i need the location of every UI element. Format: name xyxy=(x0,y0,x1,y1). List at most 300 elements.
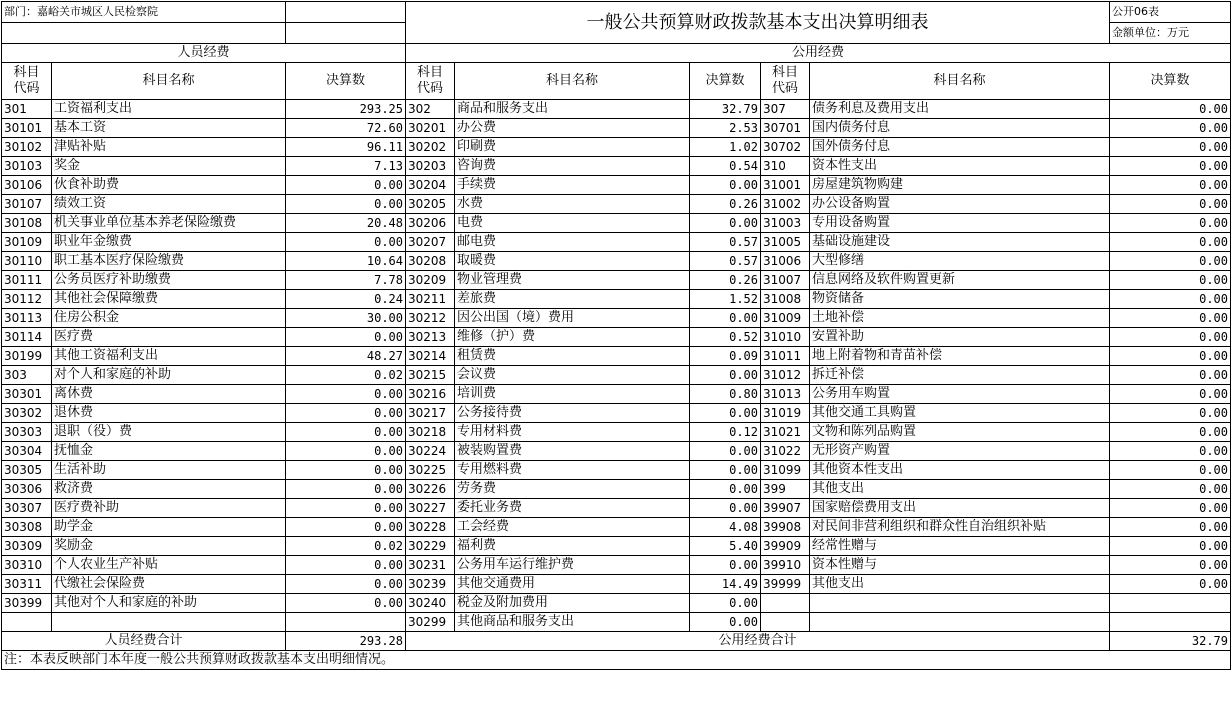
item-name: 津贴补贴 xyxy=(52,138,286,157)
item-code: 301 xyxy=(2,100,52,119)
table-row xyxy=(2,119,1231,138)
item-amount: 0.00 xyxy=(286,195,406,214)
column-header-code: 科目 代码 xyxy=(406,63,455,100)
item-amount: 0.00 xyxy=(690,613,761,632)
item-code: 30201 xyxy=(406,119,455,138)
item-name: 救济费 xyxy=(52,480,286,499)
item-code: 30218 xyxy=(406,423,455,442)
item-amount: 0.00 xyxy=(286,442,406,461)
item-amount: 0.00 xyxy=(1110,309,1231,328)
item-name: 办公设备购置 xyxy=(810,195,1110,214)
item-name: 对个人和家庭的补助 xyxy=(52,366,286,385)
item-name: 代缴社会保险费 xyxy=(52,575,286,594)
item-code: 30302 xyxy=(2,404,52,423)
table-row xyxy=(2,613,1231,632)
item-name: 生活补助 xyxy=(52,461,286,480)
item-amount: 0.00 xyxy=(286,556,406,575)
table-row xyxy=(2,385,1231,404)
item-amount: 0.00 xyxy=(286,594,406,613)
item-code: 30208 xyxy=(406,252,455,271)
item-name: 助学金 xyxy=(52,518,286,537)
item-amount: 0.54 xyxy=(690,157,761,176)
item-amount: 0.00 xyxy=(286,575,406,594)
item-amount: 0.00 xyxy=(286,423,406,442)
item-code: 30107 xyxy=(2,195,52,214)
item-amount: 2.53 xyxy=(690,119,761,138)
table-row xyxy=(2,537,1231,556)
item-code: 30240 xyxy=(406,594,455,613)
item-code: 30399 xyxy=(2,594,52,613)
item-code: 30229 xyxy=(406,537,455,556)
item-code: 30299 xyxy=(406,613,455,632)
item-name: 其他对个人和家庭的补助 xyxy=(52,594,286,613)
item-code: 30311 xyxy=(2,575,52,594)
item-code: 30204 xyxy=(406,176,455,195)
item-amount: 0.00 xyxy=(286,328,406,347)
section-public: 公用经费 xyxy=(406,44,1231,63)
item-amount: 0.00 xyxy=(286,176,406,195)
table-row xyxy=(2,328,1231,347)
item-name: 其他交通费用 xyxy=(455,575,690,594)
table-row xyxy=(2,594,1231,613)
item-amount: 0.00 xyxy=(1110,157,1231,176)
item-name: 工资福利支出 xyxy=(52,100,286,119)
table-row xyxy=(2,309,1231,328)
item-name: 其他资本性支出 xyxy=(810,461,1110,480)
item-name: 地上附着物和青苗补偿 xyxy=(810,347,1110,366)
item-name: 奖金 xyxy=(52,157,286,176)
item-amount: 48.27 xyxy=(286,347,406,366)
item-code: 30205 xyxy=(406,195,455,214)
item-code: 30214 xyxy=(406,347,455,366)
item-amount: 0.00 xyxy=(286,461,406,480)
table-row xyxy=(2,404,1231,423)
item-code: 30305 xyxy=(2,461,52,480)
item-amount: 5.40 xyxy=(690,537,761,556)
item-name: 其他支出 xyxy=(810,575,1110,594)
item-code: 31013 xyxy=(761,385,810,404)
item-name: 因公出国（境）费用 xyxy=(455,309,690,328)
item-name: 培训费 xyxy=(455,385,690,404)
item-amount: 0.00 xyxy=(1110,442,1231,461)
item-name xyxy=(810,594,1110,613)
item-name: 其他工资福利支出 xyxy=(52,347,286,366)
item-name: 土地补偿 xyxy=(810,309,1110,328)
section-personnel: 人员经费 xyxy=(2,44,406,63)
item-amount: 0.00 xyxy=(690,366,761,385)
table-row xyxy=(2,499,1231,518)
item-amount: 14.49 xyxy=(690,575,761,594)
table-row xyxy=(2,347,1231,366)
item-name: 专用燃料费 xyxy=(455,461,690,480)
item-code: 30207 xyxy=(406,233,455,252)
item-code: 31005 xyxy=(761,233,810,252)
item-code: 30203 xyxy=(406,157,455,176)
item-name: 电费 xyxy=(455,214,690,233)
item-code: 30226 xyxy=(406,480,455,499)
item-amount xyxy=(286,613,406,632)
item-code: 31019 xyxy=(761,404,810,423)
item-amount xyxy=(1110,594,1231,613)
item-name: 办公费 xyxy=(455,119,690,138)
item-code xyxy=(761,594,810,613)
blank-cell xyxy=(2,23,286,44)
item-amount: 0.00 xyxy=(690,480,761,499)
item-amount: 0.00 xyxy=(690,214,761,233)
report-title: 一般公共预算财政拨款基本支出决算明细表 xyxy=(406,2,1110,44)
column-header-amount: 决算数 xyxy=(1110,63,1231,100)
item-amount: 0.00 xyxy=(286,518,406,537)
form-number: 公开06表 xyxy=(1110,2,1231,23)
item-name: 其他支出 xyxy=(810,480,1110,499)
item-code xyxy=(2,613,52,632)
item-code xyxy=(761,613,810,632)
item-name: 资本性赠与 xyxy=(810,556,1110,575)
table-row xyxy=(2,176,1231,195)
item-code: 30701 xyxy=(761,119,810,138)
item-name: 福利费 xyxy=(455,537,690,556)
item-name: 委托业务费 xyxy=(455,499,690,518)
item-amount: 0.00 xyxy=(1110,499,1231,518)
item-code: 30113 xyxy=(2,309,52,328)
item-code: 31011 xyxy=(761,347,810,366)
item-amount: 0.00 xyxy=(1110,271,1231,290)
item-code: 30209 xyxy=(406,271,455,290)
item-amount: 0.00 xyxy=(1110,404,1231,423)
table-row xyxy=(2,518,1231,537)
item-name: 医疗费补助 xyxy=(52,499,286,518)
item-code: 30199 xyxy=(2,347,52,366)
table-row xyxy=(2,575,1231,594)
item-name: 基础设施建设 xyxy=(810,233,1110,252)
item-name: 绩效工资 xyxy=(52,195,286,214)
item-name: 债务利息及费用支出 xyxy=(810,100,1110,119)
item-name: 信息网络及软件购置更新 xyxy=(810,271,1110,290)
amount-unit: 金额单位：万元 xyxy=(1110,23,1231,44)
item-amount: 0.00 xyxy=(1110,195,1231,214)
item-code: 30215 xyxy=(406,366,455,385)
item-name: 公务用车运行维护费 xyxy=(455,556,690,575)
item-code: 30224 xyxy=(406,442,455,461)
item-amount: 0.00 xyxy=(690,461,761,480)
column-header-name: 科目名称 xyxy=(52,63,286,100)
item-amount: 96.11 xyxy=(286,138,406,157)
item-amount: 10.64 xyxy=(286,252,406,271)
item-amount: 0.02 xyxy=(286,366,406,385)
item-code: 31010 xyxy=(761,328,810,347)
item-code: 30217 xyxy=(406,404,455,423)
item-amount: 0.02 xyxy=(286,537,406,556)
item-amount: 0.00 xyxy=(690,556,761,575)
item-name: 公务用车购置 xyxy=(810,385,1110,404)
item-code: 30216 xyxy=(406,385,455,404)
item-code: 30301 xyxy=(2,385,52,404)
item-name: 个人农业生产补贴 xyxy=(52,556,286,575)
item-name: 国内债务付息 xyxy=(810,119,1110,138)
column-header-name: 科目名称 xyxy=(810,63,1110,100)
column-header-amount: 决算数 xyxy=(286,63,406,100)
item-amount: 0.00 xyxy=(690,594,761,613)
table-row xyxy=(2,233,1231,252)
item-amount: 0.00 xyxy=(1110,366,1231,385)
table-row xyxy=(2,252,1231,271)
item-code: 30308 xyxy=(2,518,52,537)
item-code: 302 xyxy=(406,100,455,119)
column-header-code: 科目 代码 xyxy=(761,63,810,100)
table-row xyxy=(2,157,1231,176)
item-name: 住房公积金 xyxy=(52,309,286,328)
item-code: 310 xyxy=(761,157,810,176)
item-amount: 30.00 xyxy=(286,309,406,328)
table-row xyxy=(2,214,1231,233)
personnel-total-label: 人员经费合计 xyxy=(2,632,286,651)
item-code: 30103 xyxy=(2,157,52,176)
item-name: 公务接待费 xyxy=(455,404,690,423)
item-code: 30306 xyxy=(2,480,52,499)
item-code: 307 xyxy=(761,100,810,119)
item-code: 30239 xyxy=(406,575,455,594)
item-name: 被装购置费 xyxy=(455,442,690,461)
item-amount: 7.13 xyxy=(286,157,406,176)
item-amount: 0.12 xyxy=(690,423,761,442)
item-amount: 0.00 xyxy=(1110,233,1231,252)
table-row xyxy=(2,290,1231,309)
column-header-amount: 决算数 xyxy=(690,63,761,100)
item-name: 国外债务付息 xyxy=(810,138,1110,157)
item-amount: 0.00 xyxy=(690,499,761,518)
personnel-total-value: 293.28 xyxy=(286,632,406,651)
item-code: 30227 xyxy=(406,499,455,518)
item-name: 医疗费 xyxy=(52,328,286,347)
item-amount: 0.00 xyxy=(286,385,406,404)
item-name: 印刷费 xyxy=(455,138,690,157)
item-name: 劳务费 xyxy=(455,480,690,499)
item-code: 30112 xyxy=(2,290,52,309)
item-code: 31001 xyxy=(761,176,810,195)
item-name: 抚恤金 xyxy=(52,442,286,461)
item-amount: 0.00 xyxy=(286,404,406,423)
item-code: 30307 xyxy=(2,499,52,518)
item-amount: 0.00 xyxy=(1110,480,1231,499)
item-code: 303 xyxy=(2,366,52,385)
table-row xyxy=(2,461,1231,480)
item-name: 其他交通工具购置 xyxy=(810,404,1110,423)
item-name: 职业年金缴费 xyxy=(52,233,286,252)
item-name: 咨询费 xyxy=(455,157,690,176)
table-row xyxy=(2,423,1231,442)
item-amount: 0.00 xyxy=(690,404,761,423)
item-amount: 0.00 xyxy=(286,233,406,252)
item-amount: 0.00 xyxy=(1110,290,1231,309)
table-row xyxy=(2,138,1231,157)
item-amount: 293.25 xyxy=(286,100,406,119)
item-name: 差旅费 xyxy=(455,290,690,309)
item-name: 房屋建筑物购建 xyxy=(810,176,1110,195)
item-amount: 0.00 xyxy=(1110,119,1231,138)
item-code: 39908 xyxy=(761,518,810,537)
item-name: 安置补助 xyxy=(810,328,1110,347)
table-row xyxy=(2,271,1231,290)
item-code: 30702 xyxy=(761,138,810,157)
item-code: 30206 xyxy=(406,214,455,233)
item-code: 31022 xyxy=(761,442,810,461)
item-code: 30211 xyxy=(406,290,455,309)
item-name: 水费 xyxy=(455,195,690,214)
item-name: 资本性支出 xyxy=(810,157,1110,176)
item-code: 31007 xyxy=(761,271,810,290)
item-name: 专用材料费 xyxy=(455,423,690,442)
item-amount: 0.00 xyxy=(286,480,406,499)
item-amount: 0.26 xyxy=(690,271,761,290)
item-amount: 32.79 xyxy=(690,100,761,119)
item-code: 30225 xyxy=(406,461,455,480)
item-name: 手续费 xyxy=(455,176,690,195)
item-amount: 0.26 xyxy=(690,195,761,214)
table-row xyxy=(2,195,1231,214)
item-name: 职工基本医疗保险缴费 xyxy=(52,252,286,271)
column-header-name: 科目名称 xyxy=(455,63,690,100)
item-code: 30212 xyxy=(406,309,455,328)
item-name: 专用设备购置 xyxy=(810,214,1110,233)
item-name xyxy=(52,613,286,632)
item-amount xyxy=(1110,613,1231,632)
item-code: 30102 xyxy=(2,138,52,157)
item-name: 物资储备 xyxy=(810,290,1110,309)
table-row xyxy=(2,366,1231,385)
item-code: 31006 xyxy=(761,252,810,271)
item-name: 税金及附加费用 xyxy=(455,594,690,613)
public-total-value: 32.79 xyxy=(1110,632,1231,651)
item-name: 取暖费 xyxy=(455,252,690,271)
item-code: 30106 xyxy=(2,176,52,195)
item-code: 39909 xyxy=(761,537,810,556)
item-name: 邮电费 xyxy=(455,233,690,252)
item-name: 对民间非营利组织和群众性自治组织补贴 xyxy=(810,518,1110,537)
item-name: 租赁费 xyxy=(455,347,690,366)
item-amount: 1.02 xyxy=(690,138,761,157)
item-amount: 0.57 xyxy=(690,252,761,271)
table-row xyxy=(2,100,1231,119)
item-amount: 7.78 xyxy=(286,271,406,290)
item-amount: 0.00 xyxy=(1110,328,1231,347)
item-amount: 0.57 xyxy=(690,233,761,252)
item-amount: 0.00 xyxy=(690,309,761,328)
item-code: 30202 xyxy=(406,138,455,157)
item-name: 奖励金 xyxy=(52,537,286,556)
item-amount: 0.09 xyxy=(690,347,761,366)
blank-cell xyxy=(286,2,406,23)
item-amount: 0.00 xyxy=(286,499,406,518)
item-name: 工会经费 xyxy=(455,518,690,537)
item-code: 39907 xyxy=(761,499,810,518)
item-name: 会议费 xyxy=(455,366,690,385)
item-amount: 1.52 xyxy=(690,290,761,309)
item-amount: 0.00 xyxy=(1110,176,1231,195)
item-amount: 0.00 xyxy=(1110,138,1231,157)
item-name: 维修（护）费 xyxy=(455,328,690,347)
item-code: 30228 xyxy=(406,518,455,537)
item-amount: 0.00 xyxy=(1110,100,1231,119)
item-amount: 0.00 xyxy=(1110,556,1231,575)
item-code: 30303 xyxy=(2,423,52,442)
item-amount: 0.00 xyxy=(1110,537,1231,556)
item-name: 物业管理费 xyxy=(455,271,690,290)
item-code: 30111 xyxy=(2,271,52,290)
table-row xyxy=(2,442,1231,461)
item-name xyxy=(810,613,1110,632)
item-code: 30213 xyxy=(406,328,455,347)
item-code: 30310 xyxy=(2,556,52,575)
item-code: 31021 xyxy=(761,423,810,442)
item-amount: 0.00 xyxy=(1110,518,1231,537)
item-amount: 0.00 xyxy=(1110,575,1231,594)
item-amount: 0.24 xyxy=(286,290,406,309)
table-row xyxy=(2,556,1231,575)
item-amount: 0.00 xyxy=(1110,214,1231,233)
column-header-code: 科目 代码 xyxy=(2,63,52,100)
item-code: 30231 xyxy=(406,556,455,575)
item-name: 公务员医疗补助缴费 xyxy=(52,271,286,290)
item-name: 拆迁补偿 xyxy=(810,366,1110,385)
item-amount: 0.00 xyxy=(1110,385,1231,404)
public-total-label: 公用经费合计 xyxy=(406,632,1110,651)
item-name: 退职（役）费 xyxy=(52,423,286,442)
item-name: 大型修缮 xyxy=(810,252,1110,271)
item-code: 31099 xyxy=(761,461,810,480)
item-amount: 72.60 xyxy=(286,119,406,138)
item-code: 31008 xyxy=(761,290,810,309)
item-code: 39999 xyxy=(761,575,810,594)
item-name: 国家赔偿费用支出 xyxy=(810,499,1110,518)
item-amount: 0.00 xyxy=(1110,347,1231,366)
item-code: 31009 xyxy=(761,309,810,328)
item-code: 31003 xyxy=(761,214,810,233)
item-code: 30108 xyxy=(2,214,52,233)
department-label: 部门：嘉峪关市城区人民检察院 xyxy=(2,2,286,23)
item-name: 无形资产购置 xyxy=(810,442,1110,461)
item-code: 30304 xyxy=(2,442,52,461)
item-code: 31002 xyxy=(761,195,810,214)
item-name: 伙食补助费 xyxy=(52,176,286,195)
blank-cell xyxy=(286,23,406,44)
item-name: 机关事业单位基本养老保险缴费 xyxy=(52,214,286,233)
item-amount: 0.80 xyxy=(690,385,761,404)
item-amount: 0.00 xyxy=(1110,252,1231,271)
item-name: 其他商品和服务支出 xyxy=(455,613,690,632)
item-amount: 20.48 xyxy=(286,214,406,233)
item-amount: 0.52 xyxy=(690,328,761,347)
item-code: 399 xyxy=(761,480,810,499)
item-code: 30309 xyxy=(2,537,52,556)
item-amount: 0.00 xyxy=(690,442,761,461)
item-code: 31012 xyxy=(761,366,810,385)
table-row xyxy=(2,480,1231,499)
item-code: 30101 xyxy=(2,119,52,138)
expenditure-table xyxy=(1,1,1231,670)
item-name: 其他社会保障缴费 xyxy=(52,290,286,309)
item-name: 商品和服务支出 xyxy=(455,100,690,119)
item-code: 30109 xyxy=(2,233,52,252)
item-name: 退休费 xyxy=(52,404,286,423)
item-name: 离休费 xyxy=(52,385,286,404)
item-amount: 0.00 xyxy=(1110,423,1231,442)
item-code: 39910 xyxy=(761,556,810,575)
item-amount: 0.00 xyxy=(690,176,761,195)
item-code: 30110 xyxy=(2,252,52,271)
table-note: 注：本表反映部门本年度一般公共预算财政拨款基本支出明细情况。 xyxy=(2,651,1231,670)
item-amount: 0.00 xyxy=(1110,461,1231,480)
item-name: 经常性赠与 xyxy=(810,537,1110,556)
